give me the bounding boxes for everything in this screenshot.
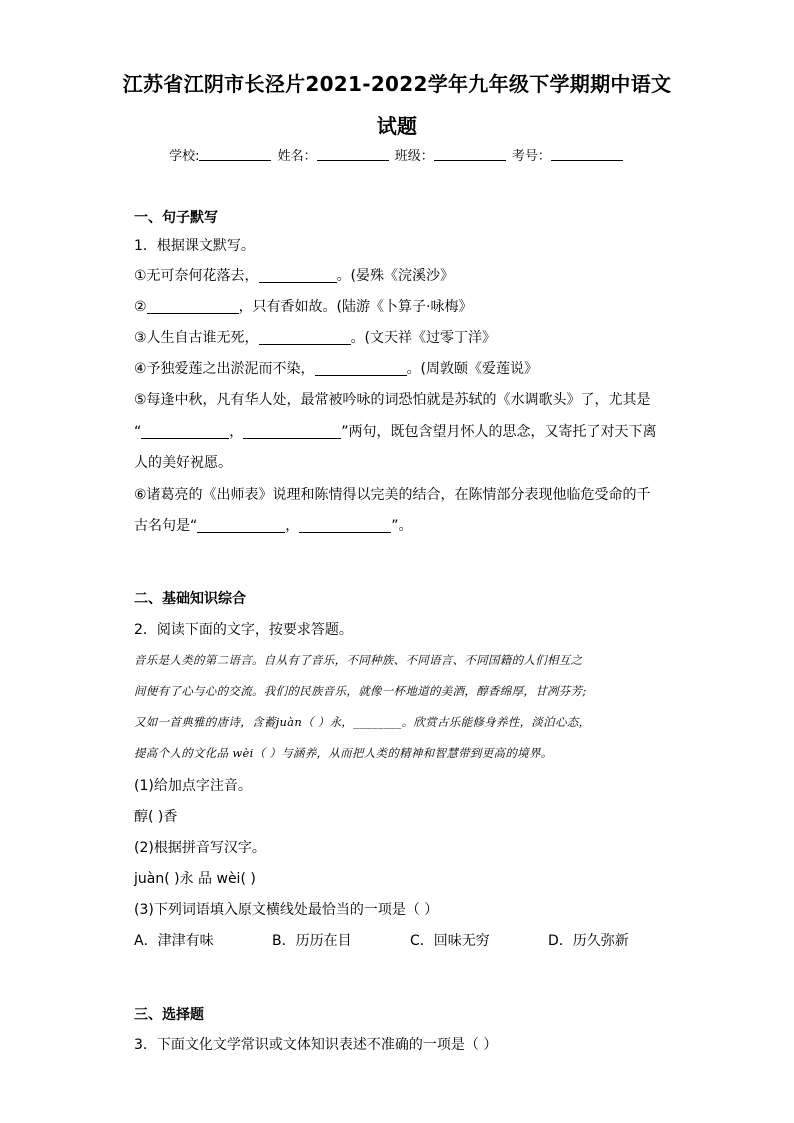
quote-open: “ — [134, 424, 142, 440]
q1-item5-line1: ⑤每逢中秋，凡有华人处，最常被吟咏的词恐怕就是苏轼的《水调歌头》了，尤其是 — [134, 392, 651, 408]
q1-item3-blank[interactable] — [259, 330, 351, 345]
sub-question1-answer: 醇( )香 — [134, 809, 178, 825]
passage-line: 提高个人的文化品 wèi（ ）与涵养，从而把人类的精神和智慧带到更高的境界。 — [134, 746, 553, 760]
q1-item1 — [134, 265, 664, 285]
school-label: 学校: — [169, 149, 200, 164]
sub-question3-options — [134, 930, 664, 950]
q1-item5-blank2[interactable] — [243, 424, 341, 439]
comma: ， — [229, 424, 244, 440]
q1-item1-source: 。(晏殊《浣溪沙》 — [336, 268, 455, 284]
q1-item5-blank1[interactable] — [141, 424, 229, 439]
passage-line: 间便有了心与心的交流。我们的民族音乐，就像一杯地道的美酒，醇香绵厚，甘冽芬芳; — [134, 684, 587, 698]
question3-stem: 3．下面文化文学常识或文体知识表述不准确的一项是（ ） — [134, 1037, 498, 1053]
name-label: 姓名： — [277, 149, 317, 164]
option-d[interactable]: D．历久弥新 — [548, 933, 629, 949]
q1-item3-text: ③人生自古谁无死， — [134, 330, 259, 346]
q1-item6-text: 古名句是“ — [134, 518, 198, 534]
student-info-line — [0, 145, 794, 164]
section1-heading: 一、句子默写 — [134, 210, 218, 226]
comma: ， — [285, 518, 300, 534]
q1-item3-source: 。(文天祥《过零丁洋》 — [350, 330, 497, 346]
exam-no-label: 考号： — [511, 149, 551, 164]
q1-item5-rest: ”两句，既包含望月怀人的思念，又寄托了对天下离 — [341, 424, 657, 440]
class-label: 班级： — [394, 149, 434, 164]
q1-item5-line3: 人的美好祝愿。 — [134, 455, 232, 471]
q1-item6-line1: ⑥诸葛亮的《出师表》说理和陈情得以完美的结合，在陈情部分表现他临危受命的千 — [134, 487, 651, 503]
exam-no-blank[interactable] — [551, 148, 623, 161]
q1-item4-text: ④予独爱莲之出淤泥而不染， — [134, 361, 315, 377]
name-blank[interactable] — [317, 148, 389, 161]
option-a[interactable]: A．津津有味 — [134, 933, 214, 949]
sub-question2-answer: juàn( )永 品 wèi( ) — [134, 871, 256, 887]
passage-line: 又如一首典雅的唐诗，含蓄juàn（ ）永，________。欣赏古乐能修身养性，淡泊心态， — [134, 715, 591, 729]
q1-item1-blank[interactable] — [259, 268, 337, 283]
section2-heading: 二、基础知识综合 — [134, 591, 246, 607]
q1-item6-line2 — [134, 515, 664, 535]
q1-item2 — [134, 296, 664, 316]
q1-item2-source: ，只有香如故。(陆游《卜算子·咏梅》 — [238, 299, 473, 315]
passage-line: 音乐是人类的第二语言。自从有了音乐，不同种族、不同语言、不同国籍的人们相互之 — [134, 653, 583, 667]
option-b[interactable]: B．历历在目 — [272, 933, 352, 949]
sub-question3: (3)下列词语填入原文横线处最恰当的一项是（ ） — [134, 902, 439, 918]
q1-item6-blank1[interactable] — [197, 518, 285, 533]
school-blank[interactable] — [199, 148, 271, 161]
q1-item6-blank2[interactable] — [299, 518, 391, 533]
q1-item4 — [134, 358, 664, 378]
q1-item4-source: 。(周敦颐《爱莲说》 — [406, 361, 539, 377]
sub-question2: (2)根据拼音写汉字。 — [134, 840, 266, 856]
exam-title-line2: 试题 — [376, 114, 418, 138]
question2-stem: 2．阅读下面的文字，按要求答题。 — [134, 622, 353, 638]
q1-item2-blank[interactable] — [147, 299, 239, 314]
option-c[interactable]: C．回味无穷 — [410, 933, 490, 949]
question1-stem: 1．根据课文默写。 — [134, 238, 255, 254]
q1-item2-text: ② — [134, 299, 147, 315]
q1-item3 — [134, 327, 664, 347]
exam-title-line1: 江苏省江阴市长泾片2021-2022学年九年级下学期期中语文 — [122, 72, 672, 96]
q1-item6-end: ”。 — [391, 518, 413, 534]
q1-item5-line2 — [134, 421, 664, 441]
class-blank[interactable] — [434, 148, 506, 161]
sub-question1: (1)给加点字注音。 — [134, 778, 252, 794]
section3-heading: 三、选择题 — [134, 1007, 204, 1023]
q1-item4-blank[interactable] — [315, 361, 407, 376]
q1-item1-text: ①无可奈何花落去， — [134, 268, 259, 284]
